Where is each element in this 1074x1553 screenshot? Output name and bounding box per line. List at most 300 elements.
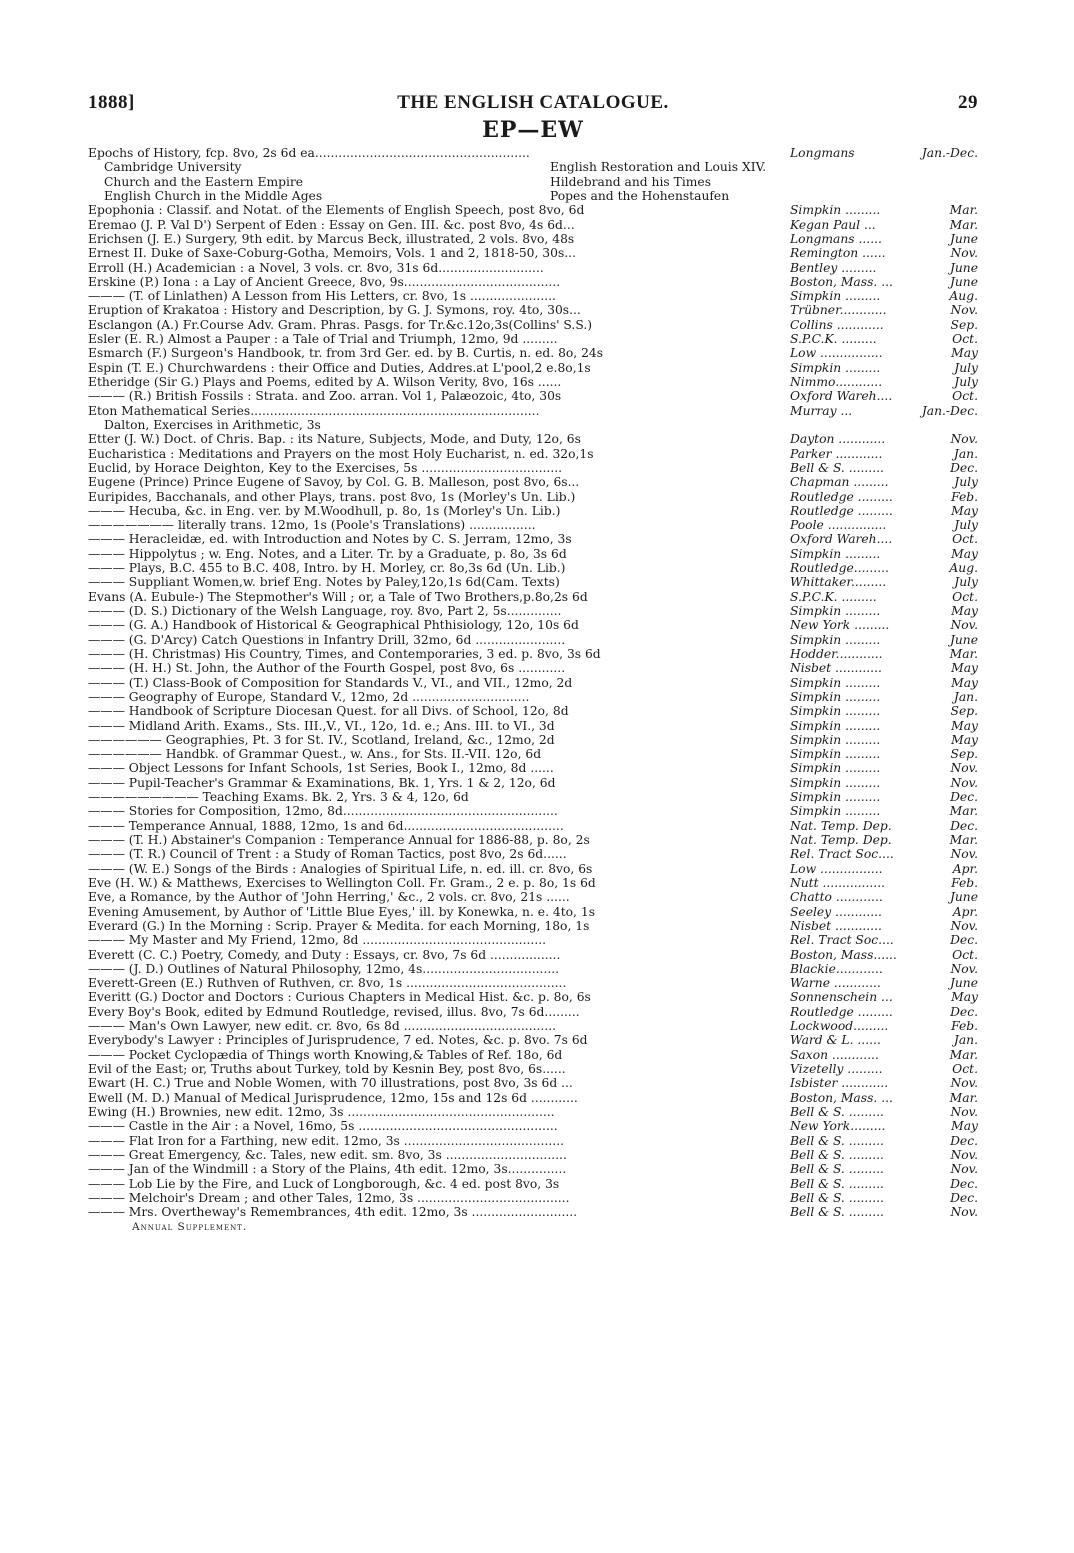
entry-publisher: Bell & S. ......... [790,1162,884,1177]
entry-text: ——— Heracleidæ, ed. with Introduction and Notes by C. S. Jerram, 12mo, 3s [88,532,572,547]
entry-publisher: Nimmo............ [790,375,883,389]
list-item [88,232,978,246]
entry-text: Evening Amusement, by Author of 'Little Blue Eyes,' ill. by Konewka, n. e. 4to, 1s [88,904,596,919]
entry-text: Eugene (Prince) Prince Eugene of Savoy, by Col. G. B. Malleson, post 8vo, 6s... [88,475,580,490]
list-item [88,432,978,446]
entry-publisher: Simpkin ......... [790,761,881,776]
entry-text: Etheridge (Sir G.) Plays and Poems, edited by A. Wilson Verity, 8vo, 16s ...... [88,375,562,389]
entry-month: Aug. [949,561,978,576]
entry-month: July [954,475,978,490]
list-item [88,1105,978,1119]
list-item [88,575,978,589]
series-title: Church and the Eastern Empire [104,174,304,189]
entry-month: Nov. [950,1205,978,1220]
entry-publisher: S.P.C.K. ......... [790,332,877,347]
entry-publisher: Poole ............... [790,518,887,533]
entry-text: Everard (G.) In the Morning : Scrip. Prayer & Medita. for each Morning, 18o, 1s [88,918,590,933]
list-item [88,933,978,947]
list-item [88,1076,978,1090]
entry-publisher: Simpkin ......... [790,675,881,690]
entry-text: Espin (T. E.) Churchwardens : their Office and Duties, Addres.at L'pool,2 e.8o,1s [88,360,591,375]
series-title: English Church in the Middle Ages [104,188,323,203]
entry-publisher: Parker ............ [790,446,883,461]
entry-text: Eruption of Krakatoa : History and Description, by G. J. Symons, roy. 4to, 30s... [88,303,581,318]
entry-month: Mar. [949,833,978,847]
entry-month: Jan.-Dec. [921,146,978,160]
list-item [88,475,978,489]
entry-publisher: Bell & S. ......... [790,1176,884,1191]
entry-text: ——— Great Emergency, &c. Tales, new edit. sm. 8vo, 3s ............................... [88,1147,567,1162]
section-heading: EP—EW [482,117,584,143]
list-item [88,175,978,189]
entry-month: Mar. [949,804,978,819]
list-item [88,704,978,718]
list-item [88,1048,978,1062]
entry-text: ——— (G. D'Arcy) Catch Questions in Infantry Drill, 32mo, 6d ....................... [88,632,566,647]
entry-month: July [954,575,978,590]
entry-text: ——————— literally trans. 12mo, 1s (Poole's Translations) ................. [88,518,536,533]
list-item [88,404,978,418]
entry-text: ——— Pupil-Teacher's Grammar & Examinations, Bk. 1, Yrs. 1 & 2, 12o, 6d [88,775,556,790]
entry-text: ——— Castle in the Air : a Novel, 16mo, 5s ................................................... [88,1119,558,1134]
entry-publisher: Bell & S. ......... [790,1104,884,1119]
list-item [88,532,978,546]
entry-publisher: Simpkin ......... [790,704,881,719]
entry-month: Dec. [950,1176,978,1191]
entry-text: ——— My Master and My Friend, 12mo, 8d ............................................... [88,933,547,948]
entry-text: Erichsen (J. E.) Surgery, 9th edit. by Marcus Beck, illustrated, 2 vols. 8vo, 48s [88,231,575,246]
header-year: 1888] [88,92,135,113]
list-item [88,747,978,761]
entry-month: Nov. [950,1147,978,1162]
entry-text: ——— (G. A.) Handbook of Historical & Geographical Phthisiology, 12o, 10s 6d [88,618,579,633]
entry-text: ————————— Teaching Exams. Bk. 2, Yrs. 3 & 4, 12o, 6d [88,790,469,805]
entry-publisher: Rel. Tract Soc.... [790,933,894,948]
entry-publisher: Boston, Mass. ... [790,274,893,289]
entry-publisher: Simpkin ......... [790,604,881,618]
entry-month: June [949,231,978,246]
entry-text: ——— (H. H.) St. John, the Author of the Fourth Gospel, post 8vo, 6s ............ [88,661,566,676]
entry-publisher: Longmans [790,146,855,160]
entry-month: Mar. [949,646,978,661]
entry-month: Mar. [949,1047,978,1062]
list-item [88,261,978,275]
list-item [88,1162,978,1176]
entry-text: Eve (H. W.) & Matthews, Exercises to Wellington Coll. Fr. Gram., 2 e. p. 8o, 1s 6d [88,875,596,890]
entry-text: Everett-Green (E.) Ruthven of Ruthven, cr. 8vo, 1s ......................................... [88,976,567,991]
entry-publisher: New York ......... [790,618,890,633]
entry-publisher: Chatto ............ [790,890,883,905]
entry-month: Oct. [952,389,978,404]
list-item [88,275,978,289]
entry-publisher: Simpkin ......... [790,775,881,790]
entry-publisher: Simpkin ......... [790,747,881,762]
list-item [88,189,978,203]
entry-text: ——— Geography of Europe, Standard V., 12mo, 2d .............................. [88,689,530,704]
entry-publisher: Nisbet ............ [790,661,882,676]
entry-text: Epochs of History, fcp. 8vo, 2s 6d ea....................................................... [88,146,530,160]
list-item [88,332,978,346]
entry-text: ——— Hippolytus ; w. Eng. Notes, and a Liter. Tr. by a Graduate, p. 8o, 3s 6d [88,546,567,561]
entry-text: Euclid, by Horace Deighton, Key to the Exercises, 5s .................................... [88,460,563,475]
list-item [88,990,978,1004]
entry-text: Erroll (H.) Academician : a Novel, 3 vols. cr. 8vo, 31s 6d........................... [88,260,544,275]
entry-text: Everitt (G.) Doctor and Doctors : Curious Chapters in Medical Hist. &c. p. 8o, 6s [88,990,591,1005]
entry-month: May [951,546,978,561]
entry-text: Everybody's Lawyer : Principles of Jurisprudence, 7 ed. Notes, &c. p. 8vo. 7s 6d [88,1033,588,1048]
list-item [88,948,978,962]
entry-text: Dalton, Exercises in Arithmetic, 3s [104,417,321,432]
entry-month: Oct. [952,332,978,347]
entry-month: Nov. [950,303,978,318]
list-item [88,1091,978,1105]
entry-publisher: Simpkin ......... [790,732,881,747]
list-item [88,905,978,919]
entry-month: Feb. [951,489,978,504]
entry-month: July [954,375,978,389]
entry-month: Mar. [949,203,978,218]
entry-text: Ewell (M. D.) Manual of Medical Jurisprudence, 12mo, 15s and 12s 6d ............ [88,1090,578,1105]
entry-month: Dec. [950,818,978,833]
series-title: English Restoration and Louis XIV. [550,160,767,175]
entry-month: July [954,360,978,375]
entry-month: May [951,718,978,733]
entry-month: Mar. [949,1090,978,1105]
entry-month: Mar. [949,217,978,232]
entry-publisher: Boston, Mass. ... [790,1090,893,1105]
list-item [88,561,978,575]
entry-text: ——— Lob Lie by the Fire, and Luck of Longborough, &c. 4 ed. post 8vo, 3s [88,1176,560,1191]
entry-publisher: Vizetelly ......... [790,1062,883,1076]
entry-month: Jan. [953,689,978,704]
entry-publisher: Simpkin ......... [790,790,881,805]
entry-text: ——— Jan of the Windmill : a Story of the Plains, 4th edit. 12mo, 3s............... [88,1162,567,1177]
entry-publisher: Nisbet ............ [790,918,882,933]
entry-text: ——— (T. of Linlathen) A Lesson from His Letters, cr. 8vo, 1s ...................... [88,289,556,304]
entry-month: Nov. [950,1104,978,1119]
series-title: Cambridge University [104,160,242,175]
entry-publisher: Trübner............ [790,303,887,318]
entry-publisher: Blackie............ [790,961,883,976]
entry-text: Epophonia : Classif. and Notat. of the Elements of English Speech, post 8vo, 6d [88,203,585,218]
list-item [88,1119,978,1133]
entry-month: Nov. [950,961,978,976]
entry-publisher: Simpkin ......... [790,804,881,819]
entry-publisher: Rel. Tract Soc.... [790,847,894,862]
entry-publisher: Bell & S. ......... [790,1205,884,1220]
entry-month: Dec. [950,933,978,948]
entry-publisher: Remington ...... [790,246,886,261]
list-item [88,819,978,833]
list-item [88,389,978,403]
list-item [88,804,978,818]
entry-text: Erskine (P.) Iona : a Lay of Ancient Greece, 8vo, 9s........................................ [88,274,561,289]
entry-text: ——— Stories for Composition, 12mo, 8d....................................................... [88,804,558,819]
entry-month: June [949,976,978,991]
entry-publisher: Murray ... [790,403,853,418]
entry-text: ——— (T. H.) Abstainer's Companion : Temperance Annual for 1886-88, p. 8o, 2s [88,833,590,847]
entry-text: Every Boy's Book, edited by Edmund Routledge, revised, illus. 8vo, 7s 6d......... [88,1004,580,1019]
entry-month: Apr. [952,904,978,919]
list-item [88,919,978,933]
entry-month: June [949,260,978,275]
entry-publisher: Bell & S. ......... [790,1147,884,1162]
entry-month: May [951,732,978,747]
entry-month: Oct. [952,589,978,604]
entry-text: ——— Midland Arith. Exams., Sts. III.,V., VI., 12o, 1d. e.; Ans. III. to VI., 3d [88,718,555,733]
entry-month: Nov. [950,918,978,933]
entry-text: Eucharistica : Meditations and Prayers on the most Holy Eucharist, n. ed. 32o,1s [88,446,594,461]
entry-month: May [951,503,978,518]
entry-text: Ewing (H.) Brownies, new edit. 12mo, 3s ..................................................... [88,1104,555,1119]
entry-text: ——— Object Lessons for Infant Schools, 1st Series, Book I., 12mo, 8d ...... [88,761,554,776]
entry-publisher: Simpkin ......... [790,360,881,375]
list-item [88,218,978,232]
entry-month: Oct. [952,947,978,962]
entry-publisher: Simpkin ......... [790,632,881,647]
list-item [88,518,978,532]
entry-publisher: Hodder............ [790,646,883,661]
entry-publisher: Chapman ......... [790,475,889,490]
entry-month: Nov. [950,775,978,790]
list-item [88,203,978,217]
entry-text: Ernest II. Duke of Saxe-Coburg-Gotha, Memoirs, Vols. 1 and 2, 1818-50, 30s... [88,246,576,261]
entry-publisher: Whittaker......... [790,575,887,590]
entry-month: May [951,604,978,618]
list-item [88,418,978,432]
entry-month: Nov. [950,432,978,447]
entry-publisher: Dayton ............ [790,432,886,447]
entry-list [88,146,978,1219]
entry-month: May [951,661,978,676]
list-item [88,160,978,174]
entry-month: Aug. [949,289,978,304]
entry-publisher: Saxon ............ [790,1047,879,1062]
entry-publisher: Kegan Paul ... [790,217,876,232]
entry-month: May [951,990,978,1005]
entry-month: Jan. [953,446,978,461]
list-item [88,833,978,847]
list-item [88,1134,978,1148]
entry-text: ——— Flat Iron for a Farthing, new edit. 12mo, 3s ......................................... [88,1133,565,1148]
entry-text: Esler (E. R.) Almost a Pauper : a Tale of Trial and Triumph, 12mo, 9d ......... [88,332,558,347]
list-item [88,890,978,904]
entry-publisher: Low ................ [790,346,883,361]
entry-month: May [951,346,978,361]
entry-publisher: Routledge ......... [790,503,893,518]
list-item [88,604,978,618]
entry-text: Evil of the East; or, Truths about Turkey, told by Kesnin Bey, post 8vo, 6s...... [88,1062,566,1076]
entry-text: ——— (T.) Class-Book of Composition for Standards V., VI., and VII., 12mo, 2d [88,675,573,690]
list-item [88,962,978,976]
entry-month: Dec. [950,1133,978,1148]
header-title: THE ENGLISH CATALOGUE. [397,92,669,113]
list-item [88,761,978,775]
catalogue-page [88,92,978,1233]
entry-month: Oct. [952,532,978,547]
entry-month: June [949,632,978,647]
entry-publisher: Routledge ......... [790,1004,893,1019]
list-item [88,461,978,475]
entry-month: June [949,274,978,289]
list-item [88,146,978,160]
series-title: Hildebrand and his Times [550,174,712,189]
entry-publisher: Simpkin ......... [790,289,881,304]
entry-month: Nov. [950,761,978,776]
entry-text: —————— Geographies, Pt. 3 for St. IV., Scotland, Ireland, &c., 12mo, 2d [88,732,555,747]
entry-publisher: S.P.C.K. ......... [790,589,877,604]
list-item [88,690,978,704]
list-item [88,447,978,461]
list-item [88,504,978,518]
entry-month: Oct. [952,1062,978,1076]
entry-month: Dec. [950,1004,978,1019]
list-item [88,1205,978,1219]
entry-text: Evans (A. Eubule-) The Stepmother's Will ; or, a Tale of Two Brothers,p.8o,2s 6d [88,589,588,604]
entry-text: Eton Mathematical Series.......................................................................... [88,403,540,418]
list-item [88,661,978,675]
entry-publisher: New York......... [790,1119,886,1134]
entry-text: ——— (R.) British Fossils : Strata. and Zoo. arran. Vol 1, Palæozoic, 4to, 30s [88,389,562,404]
footer-note: Annual Supplement. [132,1221,248,1234]
entry-publisher: Ward & L. ...... [790,1033,881,1048]
list-item [88,346,978,360]
entry-month: May [951,675,978,690]
list-item [88,976,978,990]
list-item [88,647,978,661]
entry-publisher: Longmans ...... [790,231,882,246]
entry-publisher: Routledge ......... [790,489,893,504]
list-item [88,733,978,747]
entry-publisher: Lockwood......... [790,1019,889,1034]
entry-publisher: Collins ............ [790,317,884,332]
entry-publisher: Simpkin ......... [790,689,881,704]
entry-publisher: Bentley ......... [790,260,877,275]
header-page-number: 29 [958,92,978,113]
list-item [88,1019,978,1033]
entry-month: Dec. [950,1190,978,1205]
list-item [88,1177,978,1191]
entry-month: Jan.-Dec. [921,403,978,418]
entry-text: ——— (H. Christmas) His Country, Times, and Contemporaries, 3 ed. p. 8vo, 3s 6d [88,646,601,661]
list-item [88,676,978,690]
entry-text: Esmarch (F.) Surgeon's Handbook, tr. from 3rd Ger. ed. by B. Curtis, n. ed. 8o, 24s [88,346,604,361]
entry-publisher: Simpkin ......... [790,203,881,218]
entry-text: Eremao (J. P. Val D') Serpent of Eden : Essay on Gen. III. &c. post 8vo, 4s 6d... [88,217,575,232]
list-item [88,1033,978,1047]
entry-text: ——— Suppliant Women,w. brief Eng. Notes by Paley,12o,1s 6d(Cam. Texts) [88,575,560,590]
list-item [88,1191,978,1205]
list-item [88,776,978,790]
list-item [88,719,978,733]
entry-month: July [954,518,978,533]
entry-month: Sep. [950,704,978,719]
entry-text: ——— (D. S.) Dictionary of the Welsh Language, roy. 8vo, Part 2, 5s.............. [88,604,562,618]
list-item [88,876,978,890]
entry-publisher: Nat. Temp. Dep. [790,833,892,847]
list-item [88,847,978,861]
entry-month: June [949,890,978,905]
list-item [88,1148,978,1162]
list-item [88,1062,978,1076]
entry-text: ——— (W. E.) Songs of the Birds : Analogies of Spiritual Life, n. ed. ill. cr. 8vo, 6s [88,861,593,876]
list-item [88,375,978,389]
entry-publisher: Simpkin ......... [790,546,881,561]
entry-text: ——— Man's Own Lawyer, new edit. cr. 8vo, 6s 8d ....................................... [88,1019,557,1034]
entry-publisher: Bell & S. ......... [790,1190,884,1205]
list-item [88,246,978,260]
list-item [88,862,978,876]
entry-month: Jan. [953,1033,978,1048]
list-item [88,1005,978,1019]
entry-month: Dec. [950,790,978,805]
entry-month: Nov. [950,618,978,633]
entry-month: Feb. [951,1019,978,1034]
entry-month: Apr. [952,861,978,876]
entry-text: ——— Plays, B.C. 455 to B.C. 408, Intro. by H. Morley, cr. 8o,3s 6d (Un. Lib.) [88,561,566,576]
entry-publisher: Bell & S. ......... [790,1133,884,1148]
entry-text: ——— Pocket Cyclopædia of Things worth Knowing,& Tables of Ref. 18o, 6d [88,1047,563,1062]
entry-text: —————— Handbk. of Grammar Quest., w. Ans., for Sts. II.-VII. 12o, 6d [88,747,542,762]
entry-publisher: Bell & S. ......... [790,460,884,475]
entry-text: Eve, a Romance, by the Author of 'John Herring,' &c., 2 vols. cr. 8vo, 21s ...... [88,890,570,905]
list-item [88,633,978,647]
entry-publisher: Sonnenschein ... [790,990,893,1005]
list-item [88,490,978,504]
entry-publisher: Simpkin ......... [790,718,881,733]
list-item [88,618,978,632]
running-header [88,92,978,122]
entry-month: Sep. [950,747,978,762]
entry-month: Sep. [950,317,978,332]
entry-publisher: Warne ............ [790,976,881,991]
entry-publisher: Isbister ............ [790,1076,889,1091]
entry-text: ——— (T. R.) Council of Trent : a Study of Roman Tactics, post 8vo, 2s 6d...... [88,847,567,862]
entry-month: Nov. [950,246,978,261]
entry-text: ——— Handbook of Scripture Diocesan Quest. for all Divs. of School, 12o, 8d [88,704,569,719]
list-item [88,547,978,561]
list-item [88,590,978,604]
entry-month: Nov. [950,1162,978,1177]
entry-publisher: Nutt ................ [790,875,886,890]
entry-text: ——— Melchoir's Dream ; and other Tales, 12mo, 3s ....................................... [88,1190,570,1205]
entry-text: Euripides, Bacchanals, and other Plays, trans. post 8vo, 1s (Morley's Un. Lib.) [88,489,576,504]
entry-text: ——— Temperance Annual, 1888, 12mo, 1s and 6d......................................... [88,818,564,833]
entry-text: ——— Mrs. Overtheway's Remembrances, 4th edit. 12mo, 3s ........................... [88,1205,578,1220]
entry-text: ——— (J. D.) Outlines of Natural Philosophy, 12mo, 4s................................... [88,961,560,976]
entry-publisher: Routledge......... [790,561,889,576]
entry-publisher: Seeley ............ [790,904,882,919]
list-item [88,790,978,804]
entry-month: Dec. [950,460,978,475]
list-item [88,318,978,332]
list-item [88,361,978,375]
entry-text: Esclangon (A.) Fr.Course Adv. Gram. Phras. Pasgs. for Tr.&c.12o,3s(Collins' S.S.) [88,317,593,332]
entry-month: May [951,1119,978,1134]
entry-text: Ewart (H. C.) True and Noble Women, with 70 illustrations, post 8vo, 3s 6d ... [88,1076,573,1091]
list-item [88,289,978,303]
list-item [88,303,978,317]
entry-publisher: Oxford Wareh.... [790,532,893,547]
series-title: Popes and the Hohenstaufen [550,188,730,203]
entry-month: Feb. [951,875,978,890]
entry-month: Nov. [950,1076,978,1091]
entry-publisher: Nat. Temp. Dep. [790,818,892,833]
entry-publisher: Low ................ [790,861,883,876]
entry-text: Etter (J. W.) Doct. of Chris. Bap. : its Nature, Subjects, Mode, and Duty, 12o, 6s [88,432,581,447]
entry-publisher: Boston, Mass...... [790,947,897,962]
entry-text: Everett (C. C.) Poetry, Comedy, and Duty : Essays, cr. 8vo, 7s 6d .................. [88,947,561,962]
